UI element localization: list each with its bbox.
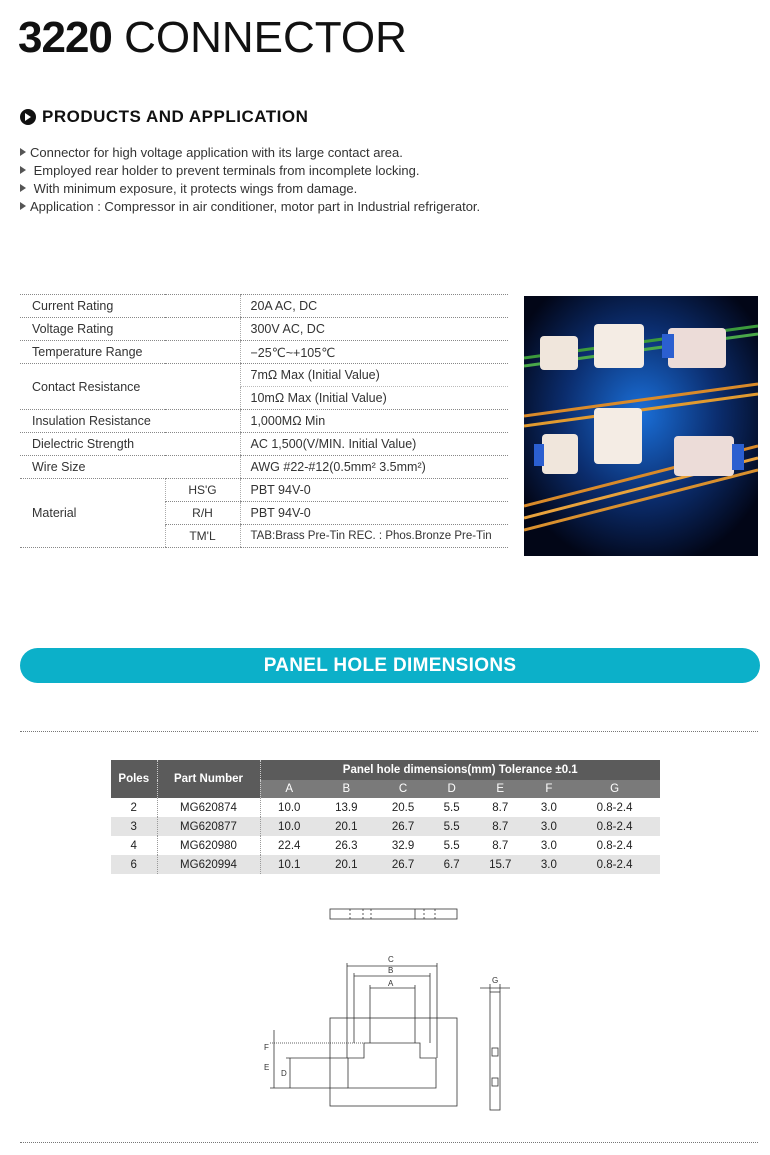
spec-value: −25℃~+105℃ <box>240 341 508 364</box>
cell-c: 26.7 <box>375 855 432 874</box>
triangle-right-icon <box>20 166 26 174</box>
divider-bottom <box>20 1142 758 1143</box>
spec-row-voltage <box>20 318 508 341</box>
cell-a: 10.1 <box>260 855 318 874</box>
spec-label: Voltage Rating <box>20 318 240 341</box>
triangle-right-icon <box>20 184 26 192</box>
hole-outline <box>348 1043 436 1088</box>
spec-label: Current Rating <box>20 295 240 318</box>
col-header-a: A <box>260 780 318 798</box>
cell-a: 10.0 <box>260 798 318 817</box>
cell-g: 0.8-2.4 <box>569 817 660 836</box>
col-header-c: C <box>375 780 432 798</box>
cell-c: 26.7 <box>375 817 432 836</box>
dimension-drawing <box>250 900 550 1120</box>
cell-f: 3.0 <box>529 836 570 855</box>
spec-table <box>20 294 508 548</box>
table-row <box>111 817 660 836</box>
cell-b: 13.9 <box>318 798 375 817</box>
feature-text: Application : Compressor in air conditioner, motor part in Industrial refrigerator. <box>30 199 481 214</box>
cell-e: 8.7 <box>472 817 529 836</box>
cell-part: MG620877 <box>157 817 260 836</box>
cell-e: 8.7 <box>472 798 529 817</box>
col-header-f: F <box>529 780 570 798</box>
dim-label-a: A <box>388 979 394 988</box>
feature-item <box>20 144 580 162</box>
circle-arrow-icon <box>20 109 36 125</box>
feature-text: Connector for high voltage application with its large contact area. <box>30 145 403 160</box>
spec-value: 10mΩ Max (Initial Value) <box>240 387 508 410</box>
cell-part: MG620980 <box>157 836 260 855</box>
spec-label: Insulation Resistance <box>20 410 240 433</box>
col-header-e: E <box>472 780 529 798</box>
dim-label-f: F <box>264 1043 269 1052</box>
spec-label: Material <box>20 479 165 548</box>
spec-value: 300V AC, DC <box>240 318 508 341</box>
cell-poles: 6 <box>111 855 157 874</box>
spec-value: PBT 94V-0 <box>240 479 508 502</box>
feature-text: Employed rear holder to prevent terminals from incomplete locking. <box>30 163 420 178</box>
material-sub-label: HS'G <box>165 479 240 502</box>
spec-label: Temperature Range <box>20 341 240 364</box>
cell-e: 15.7 <box>472 855 529 874</box>
dim-label-g: G <box>492 976 499 985</box>
connector-photo-illustration <box>524 296 758 556</box>
divider <box>20 731 758 732</box>
table-row <box>111 855 660 874</box>
cell-f: 3.0 <box>529 798 570 817</box>
feature-item <box>20 180 580 198</box>
cell-d: 6.7 <box>431 855 472 874</box>
feature-item <box>20 162 580 180</box>
table-caption: Panel hole dimensions(mm) Tolerance ±0.1 <box>260 760 660 780</box>
cell-poles: 4 <box>111 836 157 855</box>
spec-value: 20A AC, DC <box>240 295 508 318</box>
panel-hole-drawing <box>250 900 550 1120</box>
col-header-part: Part Number <box>157 760 260 798</box>
title-number: 3220 <box>18 13 112 62</box>
feature-item <box>20 198 580 216</box>
spec-row-contact <box>20 364 508 387</box>
col-header-g: G <box>569 780 660 798</box>
spec-value: 7mΩ Max (Initial Value) <box>240 364 508 387</box>
material-sub-label: TM'L <box>165 525 240 548</box>
page-title <box>18 12 407 64</box>
panel-plate <box>330 1018 457 1106</box>
products-heading-text: PRODUCTS AND APPLICATION <box>42 107 309 126</box>
triangle-right-icon <box>20 202 26 210</box>
cell-b: 26.3 <box>318 836 375 855</box>
cell-g: 0.8-2.4 <box>569 855 660 874</box>
dim-label-e: E <box>264 1063 270 1072</box>
cell-e: 8.7 <box>472 836 529 855</box>
panel-dimensions-table <box>111 760 660 874</box>
cell-g: 0.8-2.4 <box>569 798 660 817</box>
feature-text: With minimum exposure, it protects wings from damage. <box>30 181 358 196</box>
products-section-heading <box>20 107 308 127</box>
spec-row-material-hsg <box>20 479 508 502</box>
cell-a: 22.4 <box>260 836 318 855</box>
cell-b: 20.1 <box>318 855 375 874</box>
dim-label-d: D <box>281 1069 287 1078</box>
cell-poles: 3 <box>111 817 157 836</box>
spec-row-current <box>20 295 508 318</box>
panel-hole-banner: PANEL HOLE DIMENSIONS <box>20 648 760 683</box>
cell-c: 32.9 <box>375 836 432 855</box>
cell-poles: 2 <box>111 798 157 817</box>
dim-label-c: C <box>388 955 394 964</box>
cell-part: MG620994 <box>157 855 260 874</box>
material-sub-label: R/H <box>165 502 240 525</box>
side-view <box>490 992 500 1110</box>
title-word: CONNECTOR <box>124 13 407 62</box>
spec-label: Dielectric Strength <box>20 433 240 456</box>
table-row <box>111 798 660 817</box>
table-header-row <box>111 760 660 780</box>
table-row <box>111 836 660 855</box>
spec-row-insulation <box>20 410 508 433</box>
spec-row-wire <box>20 456 508 479</box>
spec-value: TAB:Brass Pre-Tin REC. : Phos.Bronze Pre-Tin <box>240 525 508 548</box>
cell-a: 10.0 <box>260 817 318 836</box>
dim-label-b: B <box>388 966 394 975</box>
cell-d: 5.5 <box>431 817 472 836</box>
spec-value: 1,000MΩ Min <box>240 410 508 433</box>
spec-value: AC 1,500(V/MIN. Initial Value) <box>240 433 508 456</box>
cell-c: 20.5 <box>375 798 432 817</box>
spec-label: Wire Size <box>20 456 240 479</box>
spec-value: PBT 94V-0 <box>240 502 508 525</box>
cell-d: 5.5 <box>431 798 472 817</box>
feature-list <box>20 144 580 216</box>
cell-d: 5.5 <box>431 836 472 855</box>
spec-row-temperature <box>20 341 508 364</box>
cell-f: 3.0 <box>529 855 570 874</box>
cell-g: 0.8-2.4 <box>569 836 660 855</box>
spec-label: Contact Resistance <box>20 364 240 410</box>
col-header-poles: Poles <box>111 760 157 798</box>
top-view-strip <box>330 909 457 919</box>
col-header-d: D <box>431 780 472 798</box>
product-photo <box>524 296 758 556</box>
cell-b: 20.1 <box>318 817 375 836</box>
triangle-right-icon <box>20 148 26 156</box>
spec-row-dielectric <box>20 433 508 456</box>
col-header-b: B <box>318 780 375 798</box>
spec-value: AWG #22-#12(0.5mm² 3.5mm²) <box>240 456 508 479</box>
cell-part: MG620874 <box>157 798 260 817</box>
cell-f: 3.0 <box>529 817 570 836</box>
